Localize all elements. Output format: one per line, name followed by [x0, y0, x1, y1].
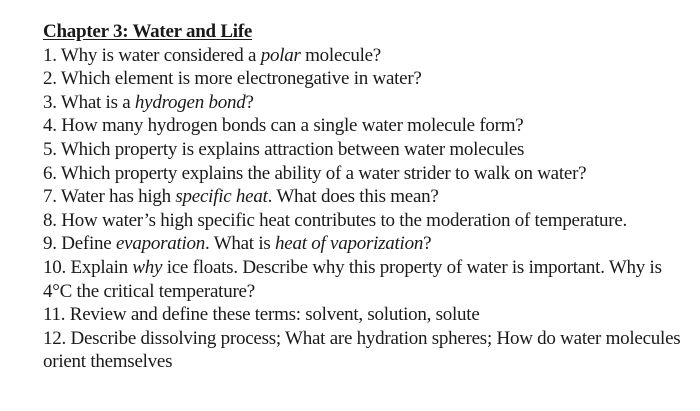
question-text: 9. Define	[43, 233, 116, 255]
emphasized-term: specific heat	[175, 186, 268, 208]
question-item	[43, 162, 683, 186]
question-item	[43, 209, 683, 233]
question-text: 12. Describe dissolving process; What are hydration spheres; How do water molecules orient themselves	[43, 327, 681, 373]
emphasized-term: why	[132, 256, 163, 278]
question-text: 1. Why is water considered a	[43, 44, 261, 66]
question-text: 5. Which property is explains attraction between water molecules	[43, 138, 525, 160]
question-text: 3. What is a	[43, 91, 135, 113]
question-text: 4. How many hydrogen bonds can a single water molecule form?	[43, 115, 524, 137]
question-list	[43, 44, 683, 374]
question-text: . What does this mean?	[267, 186, 439, 208]
question-item	[43, 256, 683, 303]
question-item	[43, 185, 683, 209]
question-item	[43, 114, 683, 138]
question-text: ?	[245, 91, 254, 113]
question-text: 11. Review and define these terms: solvent, solution, solute	[43, 304, 480, 326]
question-item	[43, 327, 683, 374]
question-text: 7. Water has high	[43, 186, 176, 208]
question-text: molecule?	[300, 44, 381, 66]
emphasized-term: evaporation	[115, 233, 206, 255]
emphasized-term: polar	[260, 44, 301, 66]
question-text: ice floats. Describe why this property of water is important. Why is 4°C the critical temperature?	[43, 256, 662, 302]
question-item	[43, 67, 683, 91]
question-item	[43, 138, 683, 162]
question-item	[43, 303, 683, 327]
document	[43, 20, 683, 374]
question-text: . What is	[205, 233, 276, 255]
question-text: 8. How water’s high specific heat contributes to the moderation of temperature.	[43, 209, 628, 231]
question-text: ?	[423, 233, 432, 255]
question-item	[43, 91, 683, 115]
question-text: 2. Which element is more electronegative in water?	[43, 68, 422, 90]
question-item	[43, 232, 683, 256]
emphasized-term: hydrogen bond	[134, 91, 246, 113]
question-item	[43, 44, 683, 68]
question-text: 10. Explain	[43, 256, 133, 278]
chapter-title: Chapter 3: Water and Life	[43, 21, 253, 42]
emphasized-term: heat of vaporization	[275, 233, 424, 255]
question-text: 6. Which property explains the ability of a water strider to walk on water?	[43, 162, 587, 184]
